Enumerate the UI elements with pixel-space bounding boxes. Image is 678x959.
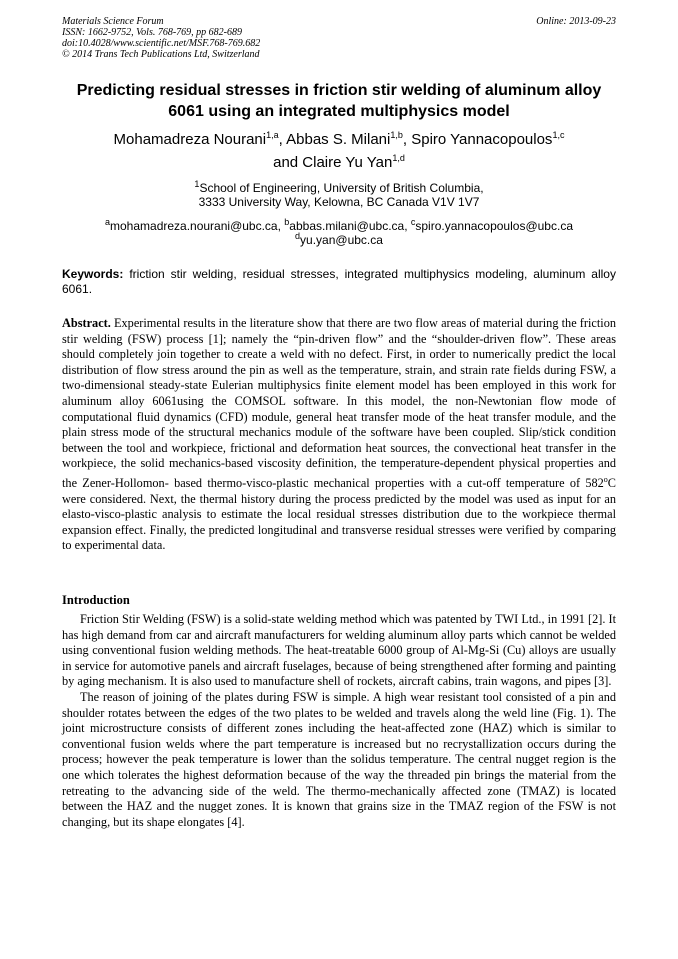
email-list bbox=[62, 219, 616, 247]
author-list bbox=[62, 128, 616, 174]
author-line-2 bbox=[62, 151, 616, 174]
doi-line: doi:10.4028/www.scientific.net/MSF.768-769.682 bbox=[62, 38, 261, 49]
author-separator: , bbox=[278, 131, 287, 148]
email-marker: d bbox=[295, 231, 301, 241]
affiliation-line-1 bbox=[62, 181, 616, 195]
keywords bbox=[62, 267, 616, 297]
introduction-body bbox=[62, 612, 616, 830]
journal-name: Materials Science Forum bbox=[62, 16, 164, 27]
author-name: Spiro Yannacopoulos bbox=[411, 131, 553, 148]
email-address: abbas.milani@ubc.ca, bbox=[289, 219, 411, 233]
abstract bbox=[62, 316, 616, 554]
author-affil-marker: 1,a bbox=[266, 130, 279, 140]
author-affil-marker: 1,d bbox=[392, 153, 405, 163]
degree-superscript: o bbox=[603, 474, 608, 484]
author-affil-marker: 1,c bbox=[552, 130, 565, 140]
email-marker: c bbox=[410, 217, 416, 227]
abstract-text-cont: C were considered. Next, the thermal history during the process predicted by the model was used as input for an elasto-visco-plastic analysis to estimate the local residual stresses distribution due to the workpiece thermal expansion effect. Finally, the predicted longitudinal and transverse residual stresses were verified by comparing to experimental data. bbox=[62, 476, 616, 553]
email-address: spiro.yannacopoulos@ubc.ca bbox=[415, 219, 573, 233]
abstract-label: Abstract. bbox=[62, 316, 111, 330]
affiliation bbox=[62, 181, 616, 209]
email-marker: a bbox=[104, 217, 110, 227]
email-address: yu.yan@ubc.ca bbox=[300, 233, 383, 247]
paragraph: Friction Stir Welding (FSW) is a solid-state welding method which was patented by TWI Ltd., in 1991 [2]. It has high demand from car and aircraft manufacturers for welding aluminum alloy parts which cannot be welded using conventional fusion welding methods. The heat-treatable 6000 group of Al-Mg-Si (Cu) alloys are usually in service for automotive panels and aircraft fuselages, because of being strengthened after forming and painting by aging mechanism. It is also used to manufacture shell of rockets, aircraft cabins, train wagons, and pipes [3]. bbox=[62, 612, 616, 689]
email-line-1 bbox=[62, 219, 616, 233]
email-line-2 bbox=[62, 233, 616, 247]
email-marker: b bbox=[284, 217, 290, 227]
abstract-text: Experimental results in the literature show that there are two flow areas of material during the friction stir welding (FSW) process [1]; namely the “pin-driven flow” and the “shoulder-driven flow”. These areas should completely join together to create a weld with no defect. First, in order to numerically predict the local distribution of flow stress around the pin as well as the temperature, strain, and strain rate fields during FSW, a two-dimensional steady-state Eulerian multiphysics finite element model has been employed in this work for aluminum alloy 6061using the COMSOL software. In this model, the non-Newtonian flow mode of computational fluid dynamics (CFD) module, general heat transfer mode of the heat transfer module, and the plain stress mode of the structural mechanics module of the software have been coupled. Slip/stick condition between the tool and workpiece, frictional and deformation heat sources, the convectional heat transfer in the workpiece, the solid mechanics-based viscosity definition, the temperature-dependent physical properties and the Zener-Hollomon- based thermo-visco-plastic mechanical properties with a cut-off temperature of 582 bbox=[62, 316, 617, 491]
author-line-1 bbox=[62, 128, 616, 151]
affiliation-text: School of Engineering, University of British Columbia, bbox=[199, 181, 484, 195]
paragraph: The reason of joining of the plates during FSW is simple. A high wear resistant tool consisted of a pin and shoulder rotates between the edges of the two plates to be welded and travels along the weld line (Fig. 1). The joint microstructure consists of different zones including the heat-affected zone (HAZ) which is similar to conventional fusion welds where the part temperature is increased but no recrystallization occurs during the process; however the peak temperature is lower than the solidus temperature. The central nugget region is the one which tolerates the highest deformation because of the way the threaded pin brings the material from the retreating to the advancing side of the weld. The thermo-mechanically affected zone (TMAZ) is located between the HAZ and the nugget zones. It is known that grains size in the TMAZ region of the FSW is not changing, but its shape elongates [4]. bbox=[62, 689, 616, 829]
keywords-text: friction stir welding, residual stresses, integrated multiphysics modeling, aluminum alloy 6061. bbox=[62, 267, 616, 296]
online-date: Online: 2013-09-23 bbox=[536, 16, 616, 27]
copyright-line: © 2014 Trans Tech Publications Ltd, Switzerland bbox=[62, 49, 260, 60]
author-separator: , bbox=[402, 131, 412, 148]
email-address: mohamadreza.nourani@ubc.ca, bbox=[110, 219, 285, 233]
author-name: and Claire Yu Yan bbox=[273, 154, 393, 171]
affiliation-line-2: 3333 University Way, Kelowna, BC Canada V1V 1V7 bbox=[198, 195, 480, 209]
paper-title: Predicting residual stresses in friction stir welding of aluminum alloy 6061 using an integrated multiphysics model bbox=[76, 82, 602, 120]
journal-header bbox=[62, 16, 616, 60]
affiliation-marker: 1 bbox=[194, 179, 200, 189]
keywords-label: Keywords: bbox=[62, 267, 124, 281]
issn-line: ISSN: 1662-9752, Vols. 768-769, pp 682-689 bbox=[62, 27, 242, 38]
author-name: Abbas S. Milani bbox=[286, 131, 391, 148]
author-name: Mohamadreza Nourani bbox=[113, 131, 267, 148]
author-affil-marker: 1,b bbox=[390, 130, 403, 140]
section-heading: Introduction bbox=[62, 593, 130, 607]
